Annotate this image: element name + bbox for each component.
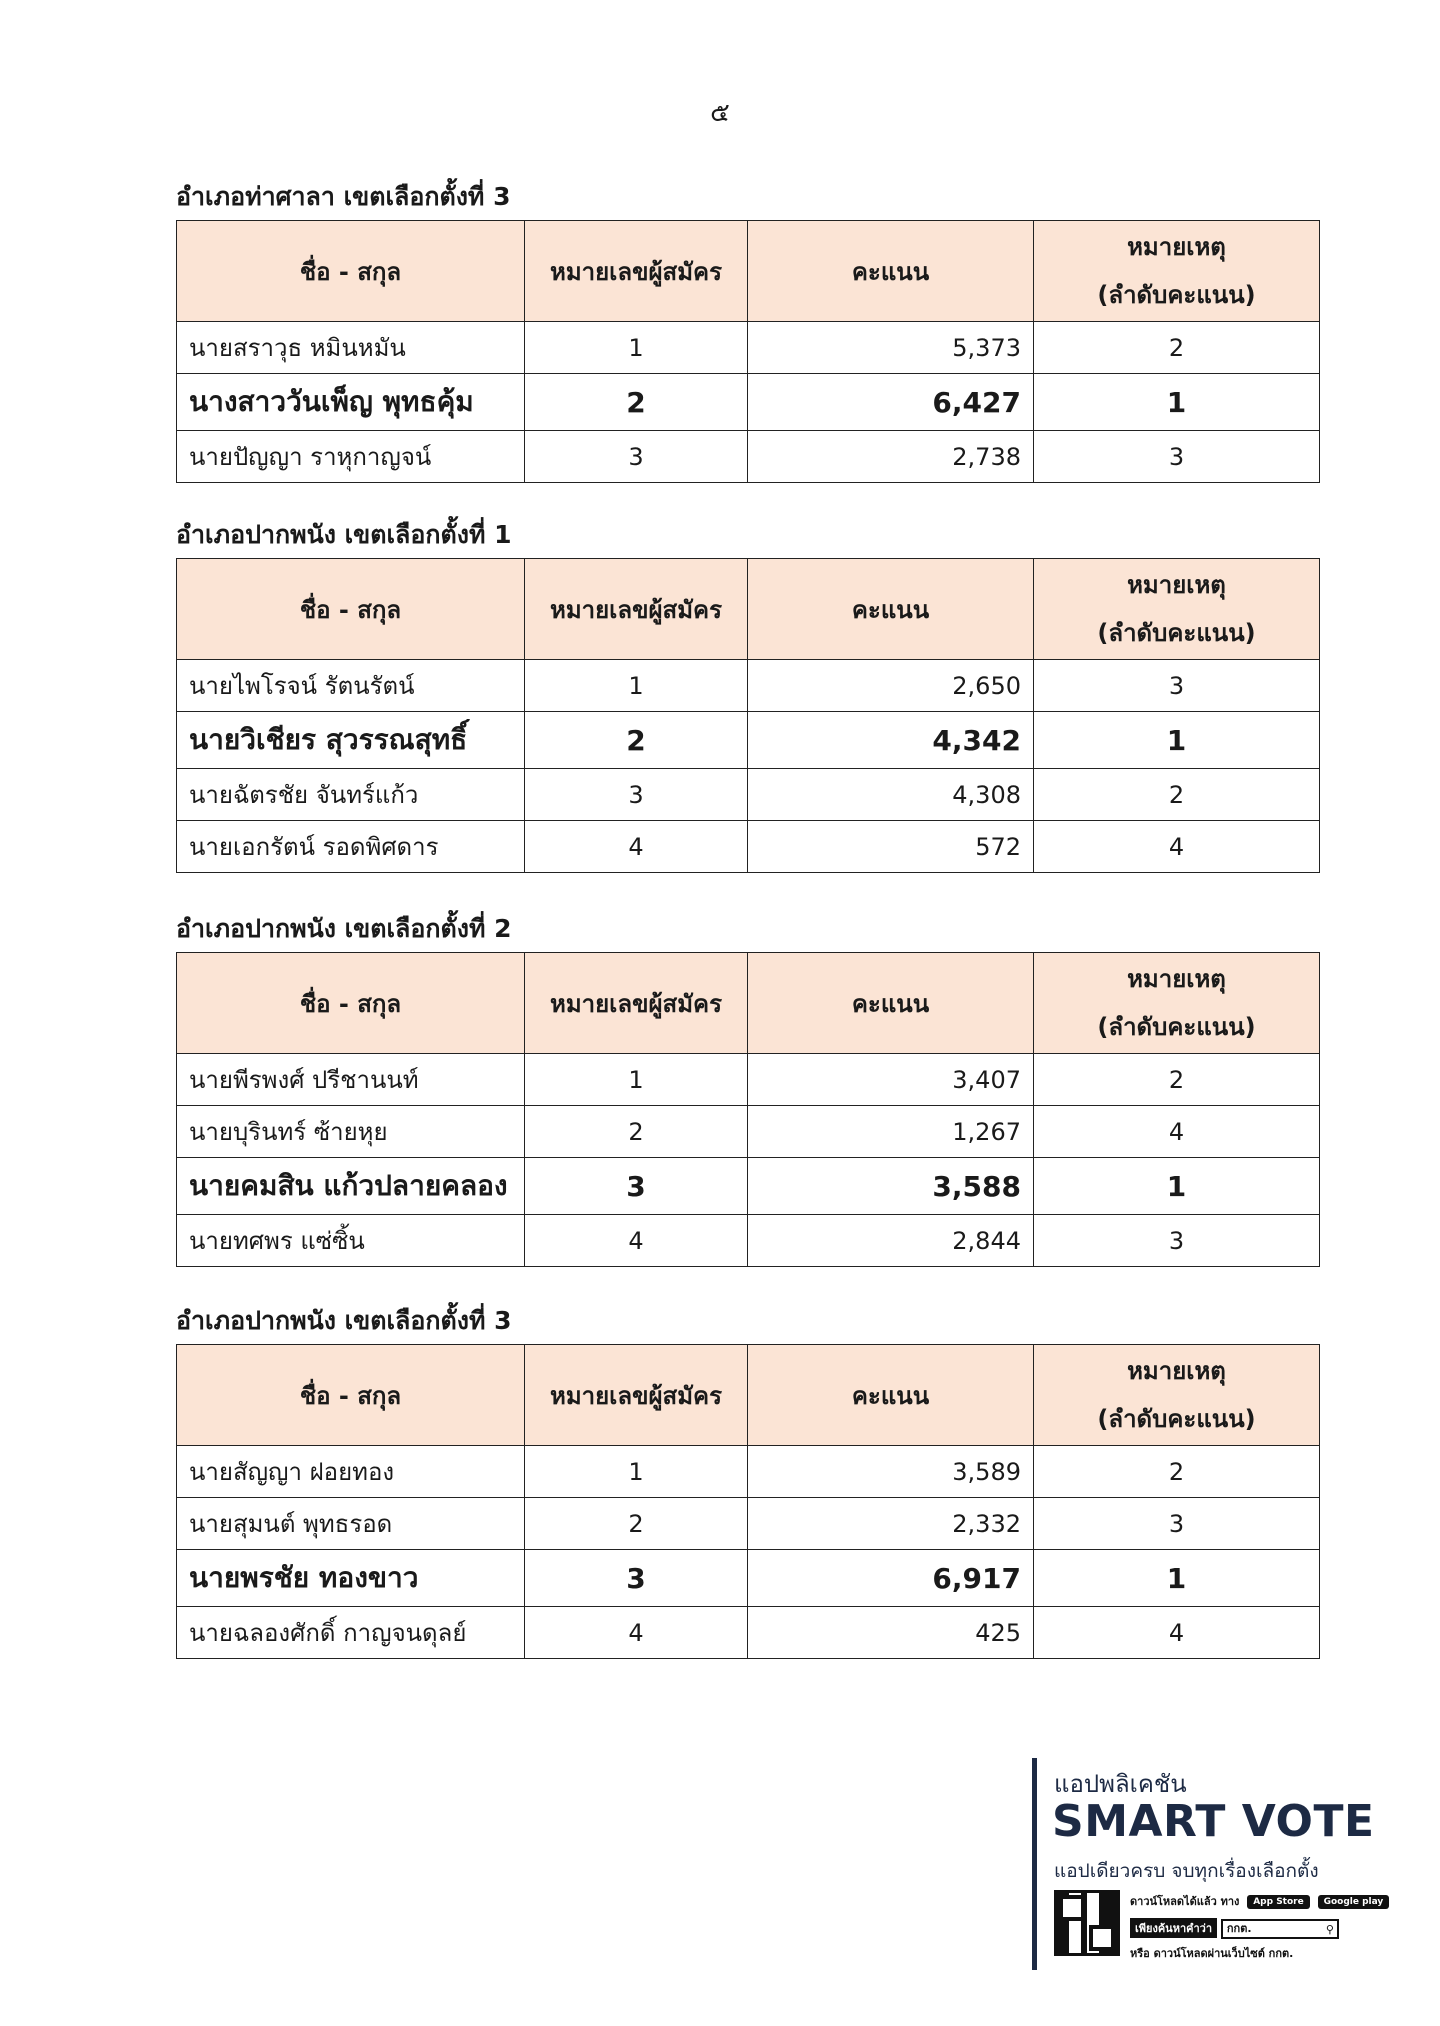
candidate-rank: 1 <box>1034 1550 1320 1607</box>
header-note <box>1034 221 1320 322</box>
candidate-score: 572 <box>748 821 1034 873</box>
candidate-name: นายปัญญา ราหุกาญจน์ <box>177 431 525 483</box>
candidate-rank: 3 <box>1034 660 1320 712</box>
winner-row <box>177 1550 1320 1607</box>
header-note <box>1034 953 1320 1054</box>
candidate-number: 2 <box>525 374 748 431</box>
header-score: คะแนน <box>748 953 1034 1054</box>
header-score: คะแนน <box>748 221 1034 322</box>
ad-tagline: แอปเดียวครบ จบทุกเรื่องเลือกตั้ง <box>1054 1860 1319 1882</box>
candidate-number: 4 <box>525 1607 748 1659</box>
table-row <box>177 1446 1320 1498</box>
header-note-line1: หมายเหตุ <box>1127 1357 1226 1385</box>
candidate-number: 4 <box>525 821 748 873</box>
candidate-name: นายคมสิน แก้วปลายคลอง <box>177 1158 525 1215</box>
candidate-score: 2,332 <box>748 1498 1034 1550</box>
candidate-score: 2,650 <box>748 660 1034 712</box>
ad-search-value: กกต. <box>1226 1922 1252 1935</box>
candidate-score: 6,917 <box>748 1550 1034 1607</box>
candidate-number: 2 <box>525 712 748 769</box>
table-row <box>177 322 1320 374</box>
header-name: ชื่อ - สกุล <box>177 953 525 1054</box>
table-row <box>177 1498 1320 1550</box>
ad-accent-bar <box>1032 1758 1037 1970</box>
results-table <box>176 952 1320 1267</box>
candidate-rank: 1 <box>1034 1158 1320 1215</box>
table-header-row <box>177 953 1320 1054</box>
candidate-rank: 2 <box>1034 769 1320 821</box>
ad-search-box <box>1221 1919 1339 1939</box>
ad-website-text: หรือ ดาวน์โหลดผ่านเว็บไซต์ กกต. <box>1130 1947 1294 1960</box>
candidate-number: 2 <box>525 1106 748 1158</box>
candidate-rank: 4 <box>1034 1607 1320 1659</box>
candidate-rank: 2 <box>1034 1054 1320 1106</box>
candidate-number: 1 <box>525 1446 748 1498</box>
candidate-score: 1,267 <box>748 1106 1034 1158</box>
candidate-number: 3 <box>525 431 748 483</box>
header-number: หมายเลขผู้สมัคร <box>525 559 748 660</box>
winner-row <box>177 1158 1320 1215</box>
header-note-line1: หมายเหตุ <box>1127 233 1226 261</box>
header-name: ชื่อ - สกุล <box>177 559 525 660</box>
candidate-score: 3,407 <box>748 1054 1034 1106</box>
table-header-row <box>177 1345 1320 1446</box>
qr-code-icon <box>1054 1890 1120 1956</box>
candidate-rank: 4 <box>1034 821 1320 873</box>
candidate-name: นายสุมนต์ พุทธรอด <box>177 1498 525 1550</box>
ad-search-label: เพียงค้นหาคำว่า <box>1130 1918 1217 1938</box>
header-note-line2: (ลำดับคะแนน) <box>1097 1405 1256 1433</box>
candidate-name: นายฉัตรชัย จันทร์แก้ว <box>177 769 525 821</box>
candidate-name: นายบุรินทร์ ซ้ายหุย <box>177 1106 525 1158</box>
winner-row <box>177 712 1320 769</box>
candidate-rank: 2 <box>1034 322 1320 374</box>
candidate-name: นายสราวุธ หมินหมัน <box>177 322 525 374</box>
candidate-rank: 1 <box>1034 712 1320 769</box>
candidate-name: นายสัญญา ฝอยทอง <box>177 1446 525 1498</box>
ad-download-line <box>1130 1892 1389 1910</box>
header-number: หมายเลขผู้สมัคร <box>525 221 748 322</box>
header-note-line2: (ลำดับคะแนน) <box>1097 1013 1256 1041</box>
ad-title: SMART VOTE <box>1052 1796 1375 1847</box>
result-section <box>176 906 1319 1267</box>
header-note <box>1034 559 1320 660</box>
candidate-score: 4,308 <box>748 769 1034 821</box>
results-table <box>176 1344 1320 1659</box>
ad-search-line <box>1130 1918 1339 1939</box>
candidate-number: 2 <box>525 1498 748 1550</box>
candidate-rank: 1 <box>1034 374 1320 431</box>
candidate-score: 5,373 <box>748 322 1034 374</box>
candidate-name: นายพรชัย ทองขาว <box>177 1550 525 1607</box>
smart-vote-advertisement <box>1032 1758 1384 1970</box>
table-header-row <box>177 559 1320 660</box>
candidate-rank: 2 <box>1034 1446 1320 1498</box>
ad-subtitle: แอปพลิเคชัน <box>1054 1770 1187 1798</box>
candidate-score: 2,844 <box>748 1215 1034 1267</box>
header-note-line2: (ลำดับคะแนน) <box>1097 281 1256 309</box>
winner-row <box>177 374 1320 431</box>
candidate-name: นายเอกรัตน์ รอดพิศดาร <box>177 821 525 873</box>
header-number: หมายเลขผู้สมัคร <box>525 953 748 1054</box>
candidate-score: 4,342 <box>748 712 1034 769</box>
result-section <box>176 174 1319 483</box>
candidate-rank: 3 <box>1034 431 1320 483</box>
table-row <box>177 821 1320 873</box>
result-section <box>176 512 1319 873</box>
result-section <box>176 1298 1319 1659</box>
header-name: ชื่อ - สกุล <box>177 1345 525 1446</box>
search-icon: ⚲ <box>1325 1923 1334 1936</box>
candidate-number: 3 <box>525 1550 748 1607</box>
header-score: คะแนน <box>748 559 1034 660</box>
candidate-number: 1 <box>525 1054 748 1106</box>
candidate-number: 3 <box>525 769 748 821</box>
page-number: ๕ <box>710 98 730 128</box>
candidate-score: 6,427 <box>748 374 1034 431</box>
candidate-name: นายฉลองศักดิ์ กาญจนดุลย์ <box>177 1607 525 1659</box>
table-row <box>177 1054 1320 1106</box>
table-row <box>177 431 1320 483</box>
table-row <box>177 1607 1320 1659</box>
candidate-number: 3 <box>525 1158 748 1215</box>
header-score: คะแนน <box>748 1345 1034 1446</box>
header-number: หมายเลขผู้สมัคร <box>525 1345 748 1446</box>
header-note-line1: หมายเหตุ <box>1127 965 1226 993</box>
candidate-number: 4 <box>525 1215 748 1267</box>
app-store-badge: App Store <box>1247 1895 1310 1909</box>
table-header-row <box>177 221 1320 322</box>
ad-download-text: ดาวน์โหลดได้แล้ว ทาง <box>1130 1895 1240 1908</box>
results-table <box>176 220 1320 483</box>
candidate-number: 1 <box>525 660 748 712</box>
google-play-badge: Google play <box>1318 1895 1390 1909</box>
candidate-score: 425 <box>748 1607 1034 1659</box>
results-table <box>176 558 1320 873</box>
candidate-name: นางสาววันเพ็ญ พุทธคุ้ม <box>177 374 525 431</box>
candidate-number: 1 <box>525 322 748 374</box>
candidate-score: 3,589 <box>748 1446 1034 1498</box>
candidate-name: นายไพโรจน์ รัตนรัตน์ <box>177 660 525 712</box>
header-name: ชื่อ - สกุล <box>177 221 525 322</box>
table-row <box>177 660 1320 712</box>
table-row <box>177 1215 1320 1267</box>
header-note-line2: (ลำดับคะแนน) <box>1097 619 1256 647</box>
candidate-name: นายทศพร แซ่ซิ้น <box>177 1215 525 1267</box>
candidate-rank: 4 <box>1034 1106 1320 1158</box>
candidate-rank: 3 <box>1034 1498 1320 1550</box>
candidate-rank: 3 <box>1034 1215 1320 1267</box>
candidate-score: 2,738 <box>748 431 1034 483</box>
header-note <box>1034 1345 1320 1446</box>
section-title: อำเภอปากพนัง เขตเลือกตั้งที่ 3 <box>176 1306 512 1335</box>
section-title: อำเภอปากพนัง เขตเลือกตั้งที่ 1 <box>176 520 512 549</box>
table-row <box>177 769 1320 821</box>
candidate-name: นายพีรพงศ์ ปรีชานนท์ <box>177 1054 525 1106</box>
candidate-name: นายวิเชียร สุวรรณสุทธิ์ <box>177 712 525 769</box>
section-title: อำเภอท่าศาลา เขตเลือกตั้งที่ 3 <box>176 182 511 211</box>
section-title: อำเภอปากพนัง เขตเลือกตั้งที่ 2 <box>176 914 512 943</box>
header-note-line1: หมายเหตุ <box>1127 571 1226 599</box>
table-row <box>177 1106 1320 1158</box>
candidate-score: 3,588 <box>748 1158 1034 1215</box>
